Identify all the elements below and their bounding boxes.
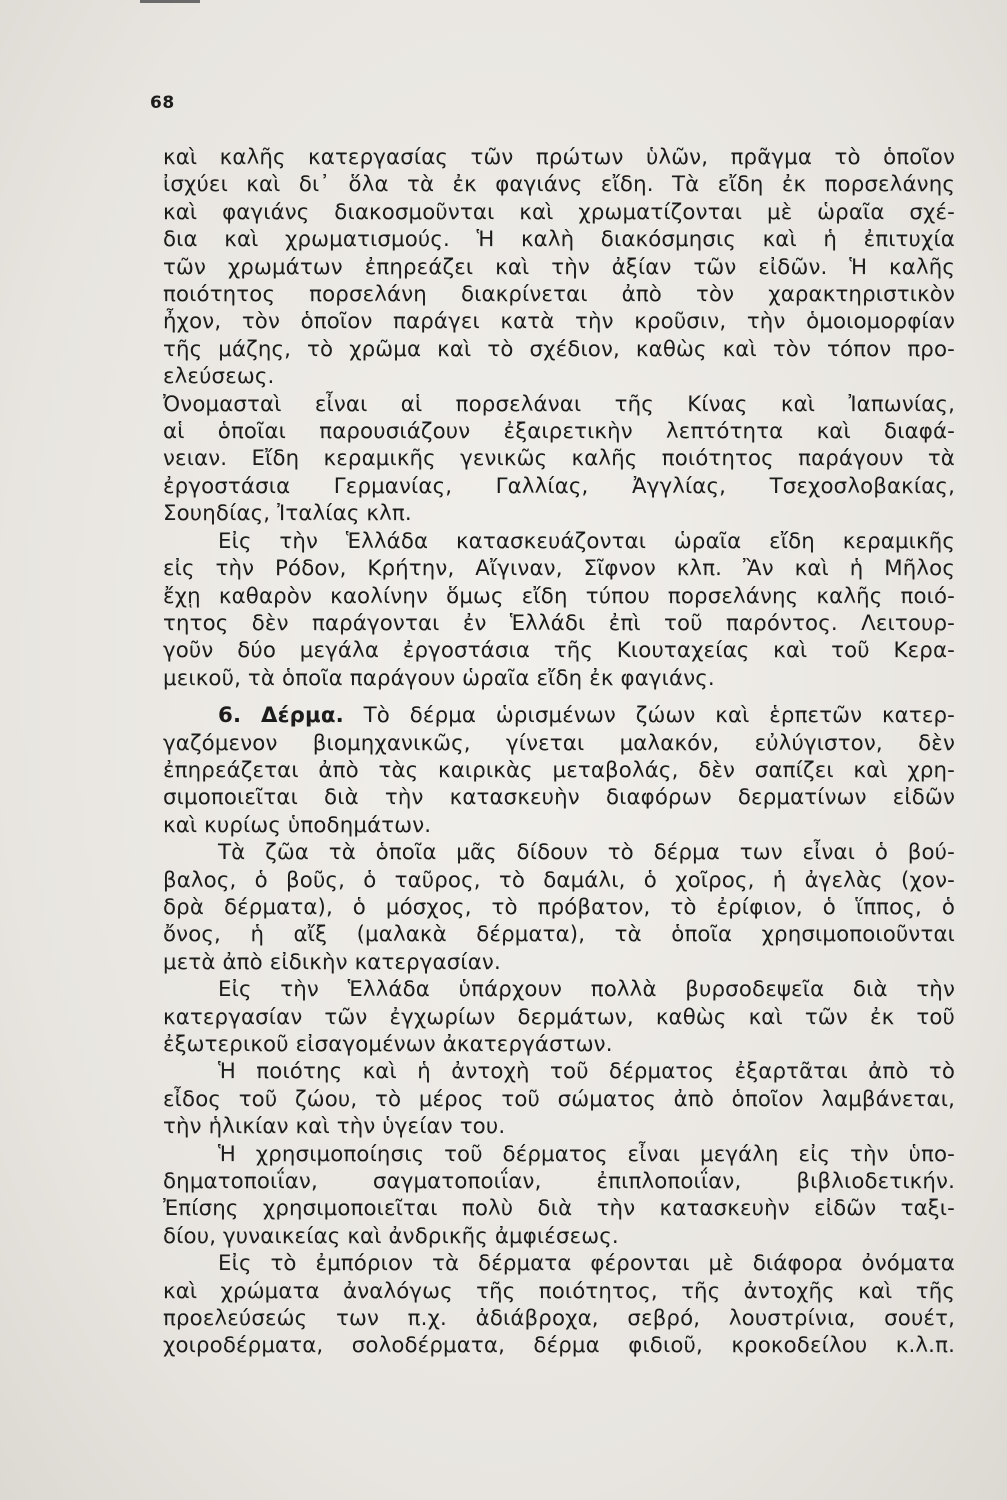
text-line: καὶ φαγιάνς διακοσμοῦνται καὶ χρωματίζονται μὲ ὡραῖα σχέ-: [163, 199, 955, 225]
text-line: δίου, γυναικείας καὶ ἀνδρικῆς ἀμφιέσεως.: [163, 1223, 619, 1249]
text-line: εἶδος τοῦ ζώου, τὸ μέρος τοῦ σώματος ἀπὸ ὁποῖον λαμβάνεται,: [163, 1086, 955, 1112]
text-line: ελεύσεως.: [163, 364, 275, 390]
text-line: ποιότητος πορσελάνη διακρίνεται ἀπὸ τὸν χαρακτηριστικὸν: [163, 282, 955, 308]
text-line: Εἰς τὸ ἐμπόριον τὰ δέρματα φέρονται μὲ διάφορα ὀνόματα: [218, 1251, 955, 1277]
body-text: [163, 144, 955, 1360]
text-line: ἐργοστάσια Γερμανίας, Γαλλίας, Ἀγγλίας, Τσεχοσλοβακίας,: [163, 473, 955, 499]
text-line: νειαν. Εἴδη κεραμικῆς γενικῶς καλῆς ποιότητος παράγουν τὰ: [163, 446, 955, 472]
page-number: 68: [150, 93, 175, 113]
text-line: δια καὶ χρωματισμούς. Ἡ καλὴ διακόσμησις καὶ ἡ ἐπιτυχία: [163, 227, 955, 253]
text-line: αἱ ὁποῖαι παρουσιάζουν ἐξαιρετικὴν λεπτότητα καὶ διαφά-: [163, 419, 955, 445]
text-line: Εἰς τὴν Ἑλλάδα ὑπάρχουν πολλὰ βυρσοδεψεῖα διὰ τὴν: [218, 977, 955, 1003]
text-line: ἦχον, τὸν ὁποῖον παράγει κατὰ τὴν κροῦσιν, τὴν ὁμοιομορφίαν: [163, 309, 955, 335]
ceramics-paragraphs: [163, 144, 955, 692]
text-line: σιμοποιεῖται διὰ τὴν κατασκευὴν διαφόρων δερματίνων εἰδῶν: [163, 785, 955, 811]
text-line: Ἐπίσης χρησιμοποιεῖται πολὺ διὰ τὴν κατασκευὴν εἰδῶν ταξι-: [163, 1196, 955, 1222]
text-line: τῆς μάζης, τὸ χρῶμα καὶ τὸ σχέδιον, καθὼς καὶ τὸν τόπον προ-: [163, 336, 955, 362]
text-line: εἰς τὴν Ρόδον, Κρήτην, Αἴγιναν, Σῖφνον κλπ. Ἂν καὶ ἡ Μῆλος: [163, 556, 955, 582]
text-line: ἐξωτερικοῦ εἰσαγομένων ἀκατεργάστων.: [163, 1032, 613, 1057]
text-line: προελεύσεώς των π.χ. ἀδιάβροχα, σεβρό, λουστρίνια, σουέτ,: [163, 1306, 955, 1332]
text-line: ἰσχύει καὶ δι᾽ ὅλα τὰ ἐκ φαγιάνς εἴδη. Τὰ εἴδη ἐκ πορσελάνης: [163, 172, 955, 198]
section-heading-line: [163, 702, 955, 729]
text-line: ἔχῃ καθαρὸν καολίνην ὅμως εἴδη τύπου πορσελάνης καλῆς ποιό-: [163, 583, 955, 609]
text-line: ἐπηρεάζεται ἀπὸ τὰς καιρικὰς μεταβολάς, δὲν σαπίζει καὶ χρη-: [163, 757, 955, 783]
text-line: δρὰ δέρματα), ὁ μόσχος, τὸ πρόβατον, τὸ ἐρίφιον, ὁ ἵππος, ὁ: [163, 894, 955, 920]
text-line: ὄνος, ἡ αἴξ (μαλακὰ δέρματα), τὰ ὁποῖα χρησιμοποιοῦνται: [163, 922, 955, 948]
text-line: Σουηδίας, Ἰταλίας κλπ.: [163, 501, 412, 527]
section-first-line: Τὸ δέρμα ὡρισμένων ζώων καὶ ἑρπετῶν κατερ-: [363, 703, 956, 729]
text-line: μεικοῦ, τὰ ὁποῖα παράγουν ὡραῖα εἴδη ἐκ φαγιάνς.: [163, 665, 715, 691]
text-line: καὶ χρώματα ἀναλόγως τῆς ποιότητος, τῆς ἀντοχῆς καὶ τῆς: [163, 1278, 955, 1304]
section-title: Δέρμα.: [260, 703, 344, 729]
text-line: τητος δὲν παράγονται ἐν Ἑλλάδι ἐπὶ τοῦ παρόντος. Λειτουρ-: [163, 610, 955, 636]
text-line: καὶ κυρίως ὑποδημάτων.: [163, 812, 432, 838]
text-line: γαζόμενον βιομηχανικῶς, γίνεται μαλακόν, εὐλύγιστον, δὲν: [163, 730, 955, 756]
text-line: χοιροδέρματα, σολοδέρματα, δέρμα φιδιοῦ, κροκοδείλου κ.λ.π.: [163, 1333, 955, 1359]
leather-paragraphs: [163, 730, 955, 1360]
text-line: Ἡ χρησιμοποίησις τοῦ δέρματος εἶναι μεγάλη εἰς τὴν ὑπο-: [218, 1141, 955, 1167]
text-line: Τὰ ζῶα τὰ ὁποῖα μᾶς δίδουν τὸ δέρμα των εἶναι ὁ βού-: [218, 840, 955, 866]
text-line: δηματοποιΐαν, σαγματοποιΐαν, ἐπιπλοποιΐαν, βιβλιοδετικήν.: [163, 1169, 955, 1195]
text-line: κατεργασίαν τῶν ἐγχωρίων δερμάτων, καθὼς καὶ τῶν ἐκ τοῦ: [163, 1004, 955, 1030]
text-line: Εἰς τὴν Ἑλλάδα κατασκευάζονται ὡραῖα εἴδη κεραμικῆς: [218, 528, 955, 554]
section-gap: [163, 692, 955, 702]
section-number: 6.: [218, 703, 242, 729]
text-line: γοῦν δύο μεγάλα ἐργοστάσια τῆς Κιουταχείας καὶ τοῦ Κερα-: [163, 638, 955, 664]
text-line: Ὀνομασταὶ εἶναι αἱ πορσελάναι τῆς Κίνας καὶ Ἰαπωνίας,: [163, 391, 955, 417]
text-line: τῶν χρωμάτων ἐπηρεάζει καὶ τὴν ἀξίαν τῶν εἰδῶν. Ἡ καλῆς: [163, 254, 955, 280]
text-line: Ἡ ποιότης καὶ ἡ ἀντοχὴ τοῦ δέρματος ἐξαρτᾶται ἀπὸ τὸ: [218, 1059, 955, 1085]
scan-edge-mark: [140, 0, 200, 3]
text-line: μετὰ ἀπὸ εἰδικὴν κατεργασίαν.: [163, 949, 501, 975]
text-line: βαλος, ὁ βοῦς, ὁ ταῦρος, τὸ δαμάλι, ὁ χοῖρος, ἡ ἀγελὰς (χον-: [163, 867, 955, 893]
section-number-wrapper: [163, 703, 955, 728]
text-line: τὴν ἡλικίαν καὶ τὴν ὑγείαν του.: [163, 1114, 506, 1140]
text-line: καὶ καλῆς κατεργασίας τῶν πρώτων ὑλῶν, πρᾶγμα τὸ ὁποῖον: [163, 145, 955, 170]
